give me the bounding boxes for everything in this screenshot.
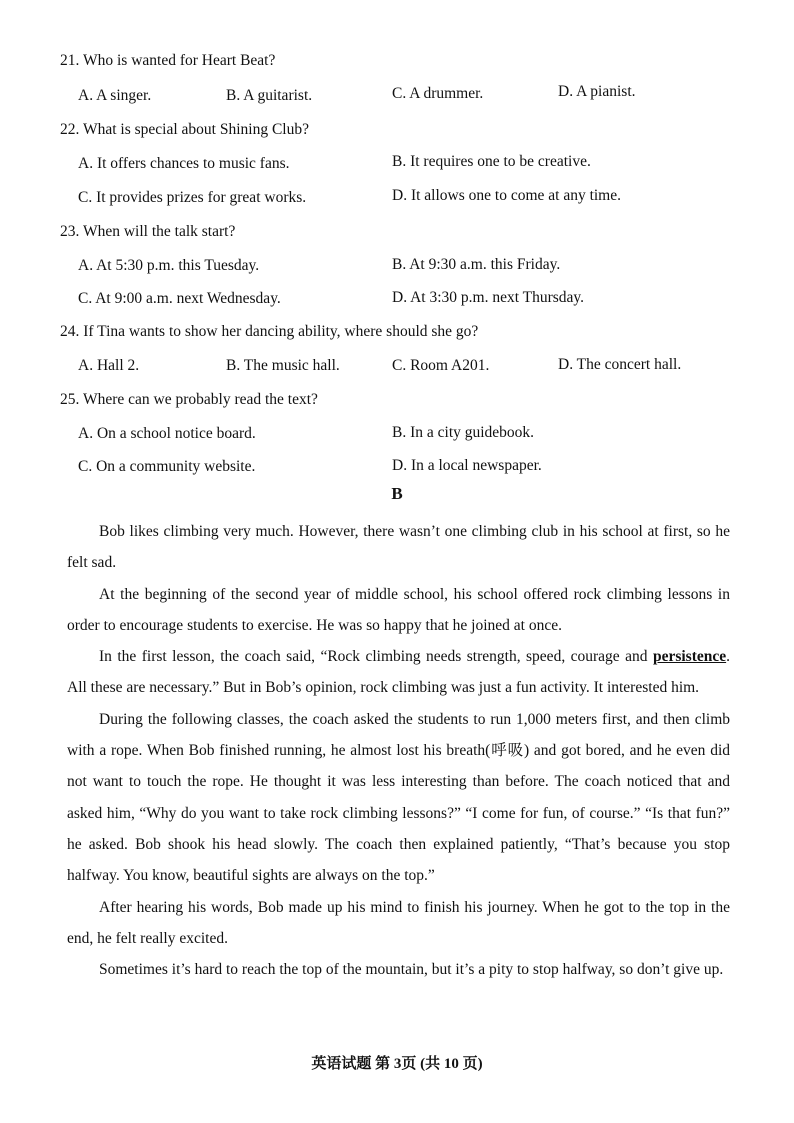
q25-option-c: C. On a community website. [78, 458, 256, 475]
q22-option-b: B. It requires one to be creative. [392, 153, 591, 170]
question-23-stem: 23. When will the talk start? [60, 223, 236, 240]
q22-option-a: A. It offers chances to music fans. [78, 155, 290, 172]
q23-option-c: C. At 9:00 a.m. next Wednesday. [78, 290, 281, 307]
q25-option-d: D. In a local newspaper. [392, 457, 542, 474]
q25-option-a: A. On a school notice board. [78, 425, 256, 442]
passage-paragraph-3 [67, 641, 730, 704]
passage-paragraph-4: During the following classes, the coach asked the students to run 1,000 meters first, and then climb with a rope. When Bob finished running, he almost lost his breath(呼吸) and got bored, and he even did not want to touch the rope. He thought it was less interesting than before. The coach noticed that and asked him, “Why do you want to take rock climbing lessons?” “I come for fun, of course.” “Is that fun?” he asked. Bob shook his head slowly. The coach then explained patiently, “That’s because you stop halfway. You know, beautiful sights are always on the top.” [67, 710, 730, 885]
question-22-stem: 22. What is special about Shining Club? [60, 121, 309, 138]
q24-option-b: B. The music hall. [226, 357, 340, 374]
reading-passage [67, 516, 730, 985]
q21-option-b: B. A guitarist. [226, 87, 313, 104]
q25-option-b: B. In a city guidebook. [392, 424, 535, 441]
q21-option-d: D. A pianist. [558, 83, 636, 100]
q23-option-b: B. At 9:30 a.m. this Friday. [392, 256, 561, 273]
q21-option-c: C. A drummer. [392, 85, 484, 102]
passage-paragraph-2: At the beginning of the second year of middle school, his school offered rock climbing lessons in order to encourage students to exercise. He was so happy that he joined at once. [67, 585, 730, 634]
paragraph-3-tail: . All these are necessary.” But in Bob’s opinion, rock climbing was just a fun activity. It interested him. [67, 648, 730, 697]
q24-option-c: C. Room A201. [392, 357, 490, 374]
q23-option-d: D. At 3:30 p.m. next Thursday. [392, 289, 585, 306]
question-25-stem: 25. Where can we probably read the text? [60, 391, 318, 408]
q24-option-a: A. Hall 2. [78, 357, 140, 374]
q21-option-a: A. A singer. [78, 87, 152, 104]
passage-paragraph-6: Sometimes it’s hard to reach the top of the mountain, but it’s a pity to stop halfway, so don’t give up. [99, 961, 724, 979]
paragraph-3-lead: In the first lesson, the coach said, “Rock climbing needs strength, speed, courage and [99, 648, 653, 666]
question-21-stem: 21. Who is wanted for Heart Beat? [60, 52, 276, 69]
q23-option-a: A. At 5:30 p.m. this Tuesday. [78, 257, 260, 274]
q22-option-d: D. It allows one to come at any time. [392, 187, 621, 204]
q22-option-c: C. It provides prizes for great works. [78, 189, 307, 206]
passage-paragraph-5: After hearing his words, Bob made up his mind to finish his journey. When he got to the top in the end, he felt really excited. [67, 898, 730, 947]
keyword-persistence: persistence [652, 648, 727, 666]
page-footer: 英语试题 第 3页 (共 10 页) [311, 1056, 483, 1072]
q24-option-d: D. The concert hall. [558, 356, 682, 373]
section-label: B [391, 484, 403, 503]
question-24-stem: 24. If Tina wants to show her dancing ability, where should she go? [60, 323, 479, 340]
passage-paragraph-1: Bob likes climbing very much. However, there wasn’t one climbing club in his school at first, so he felt sad. [67, 523, 730, 572]
